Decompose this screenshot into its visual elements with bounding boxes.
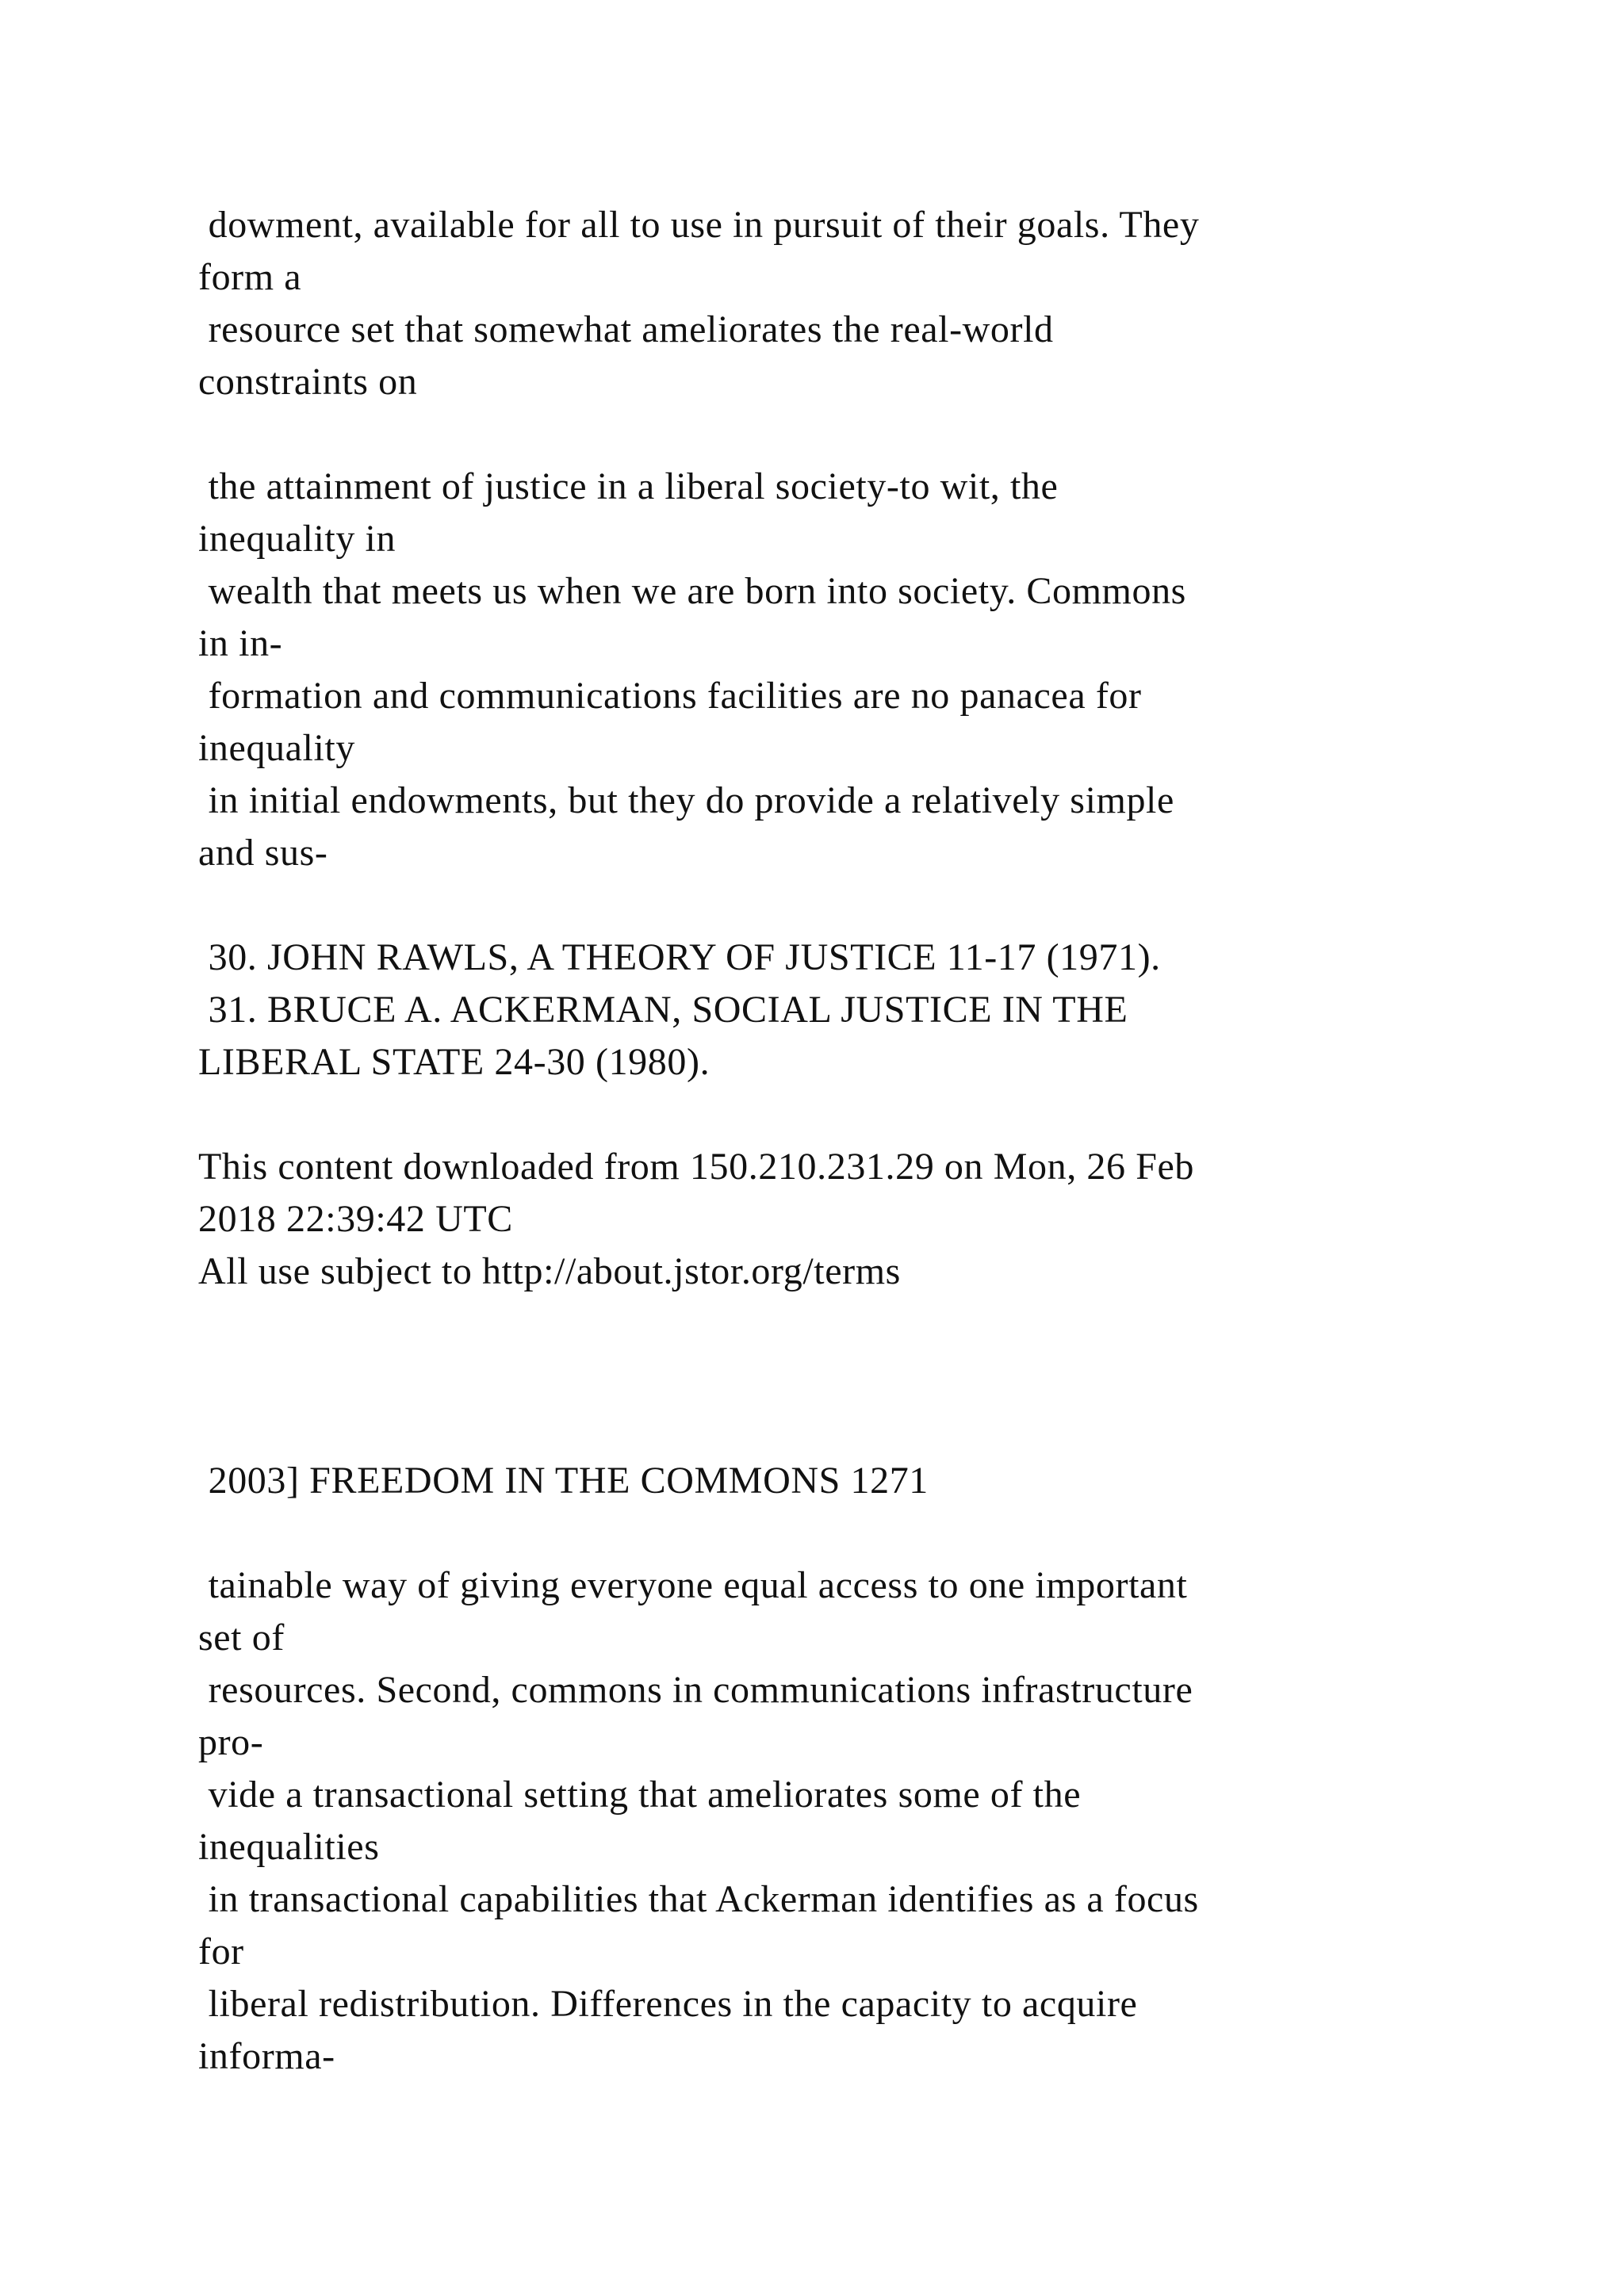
text-line: in in- [198,622,283,664]
text-line: constraints on [198,361,418,403]
running-header: 2003] FREEDOM IN THE COMMONS 1271 [198,1460,929,1502]
text-line: the attainment of justice in a liberal society-to wit, the [198,465,1059,507]
text-line: wealth that meets us when we are born into society. Commons [198,570,1186,612]
text-line: inequality [198,727,355,769]
terms-notice-line: All use subject to http://about.jstor.org/terms [198,1250,901,1292]
text-line: form a [198,256,302,298]
text-line: tainable way of giving everyone equal access to one important [198,1564,1188,1606]
text-line: formation and communications facilities are no panacea for [198,675,1142,717]
text-line: dowment, available for all to use in pursuit of their goals. They [198,204,1200,246]
text-line: resources. Second, commons in communications infrastructure [198,1669,1193,1711]
download-notice-line: This content downloaded from 150.210.231.29 on Mon, 26 Feb [198,1146,1195,1188]
download-notice-line: 2018 22:39:42 UTC [198,1198,513,1240]
footnote-30: 30. JOHN RAWLS, A THEORY OF JUSTICE 11-17 (1971). [198,936,1161,978]
text-line: inequalities [198,1826,380,1868]
footnote-31-continued: LIBERAL STATE 24-30 (1980). [198,1041,710,1083]
text-line: in initial endowments, but they do provide a relatively simple [198,779,1174,821]
text-line: resource set that somewhat ameliorates the real-world [198,308,1054,350]
text-line: pro- [198,1721,264,1763]
text-line: and sus- [198,832,328,874]
text-line: set of [198,1617,285,1659]
text-line: informa- [198,2035,335,2077]
text-line: liberal redistribution. Differences in the capacity to acquire [198,1983,1138,2025]
text-line: for [198,1931,244,1973]
footnote-31: 31. BRUCE A. ACKERMAN, SOCIAL JUSTICE IN THE [198,989,1128,1031]
text-line: vide a transactional setting that ameliorates some of the [198,1774,1082,1816]
text-line: in transactional capabilities that Ackerman identifies as a focus [198,1878,1199,1920]
text-line: inequality in [198,518,396,560]
